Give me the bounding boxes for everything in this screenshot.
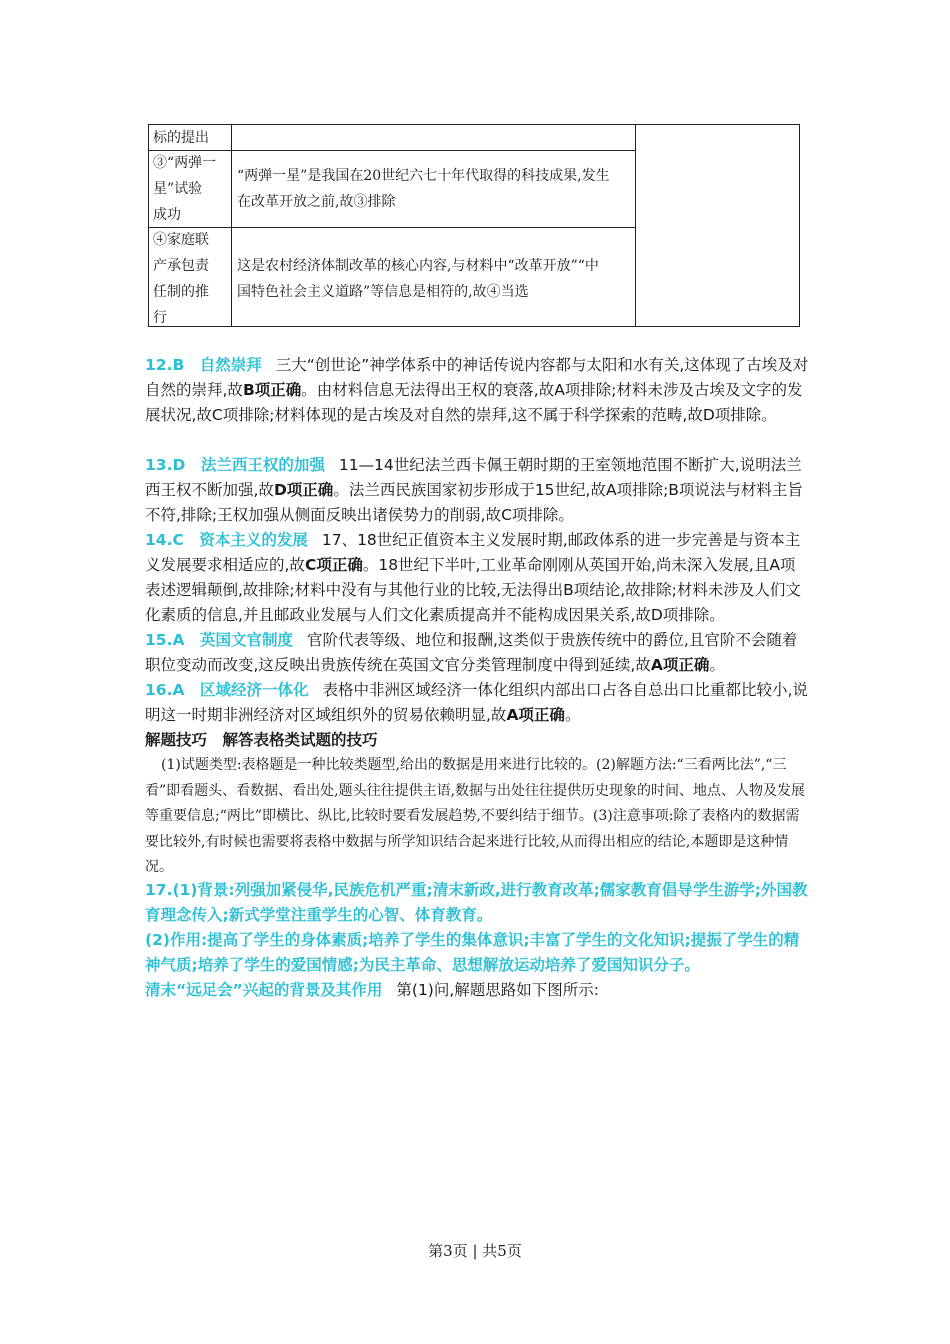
answer-16 <box>145 678 809 728</box>
answer-text: 。 <box>564 706 581 724</box>
answer-heading: 13.D 法兰西王权的加强 <box>145 456 325 474</box>
answer-text: 表格中非洲区域经济一体化组织内部出口占各自总出口比重都比较小,说明这一时期非洲经济对区域组织外的贸易依赖明显,故 <box>145 681 808 724</box>
answer-text: 。 <box>709 656 725 674</box>
answer-15 <box>145 628 809 678</box>
answer-keyword: A项正确 <box>506 706 565 724</box>
answer-14 <box>145 528 809 628</box>
table-cell-text: 这是农村经济体制改革的核心内容,与材料中“改革开放”“中 国特色社会主义道路”等信息是相符的,故④当选 <box>237 258 599 300</box>
answer-text: 。法兰西民族国家初步形成于15世纪,故A项排除;B项说法与材料主旨不符,排除;王权加强从侧面反映出诸侯势力的削弱,故C项排除。 <box>145 481 803 524</box>
answer-heading: 16.A 区域经济一体化 <box>145 681 309 699</box>
answer-text: 11—14世纪法兰西卡佩王朝时期的王室领地范围不断扩大,说明法兰西王权不断加强,故 <box>145 456 802 499</box>
answer-13 <box>145 453 809 528</box>
answer-text: 官阶代表等级、地位和报酬,这类似于贵族传统中的爵位,且官阶不会随着职位变动而改变,这反映出贵族传统在英国文官分类管理制度中得到延续,故 <box>145 631 798 674</box>
page-number: 第3页 | 共5页 <box>428 1242 522 1260</box>
answer-17-part2: (2)作用:提高了学生的身体素质;培养了学生的集体意识;丰富了学生的文化知识;提振了学生的精神气质;培养了学生的爱国情感;为民主革命、思想解放运动培养了爱国知识分子。 <box>145 931 800 974</box>
answer-12 <box>145 353 809 428</box>
table-cell-label: ③“两弹一 星”试验 成功 <box>153 155 217 223</box>
answer-text: 。18世纪下半叶,工业革命刚刚从英国开始,尚未深入发展,且A项表述逻辑颠倒,故排除;材料中没有与其他行业的比较,无法得出B项结论,故排除;材料未涉及人们文化素质的信息,并且邮政业发展与人们文化素质提高并不能构成因果关系,故D项排除。 <box>145 556 801 624</box>
answer-heading: 14.C 资本主义的发展 <box>145 531 308 549</box>
answer-17-analysis <box>145 978 809 1003</box>
answer-keyword: D项正确 <box>273 481 334 499</box>
analysis-text: 第(1)问,解题思路如下图所示: <box>396 981 599 999</box>
table-divider <box>231 125 232 326</box>
tips-body: (1)试题类型:表格题是一种比较类题型,给出的数据是用来进行比较的。(2)解题方法:“三看两比法”,“三看”即看题头、看数据、看出处,题头往往提供主语,数据与出处往往提供历史现象的时间、地点、人物及发展等重要信息;“两比”即横比、纵比,比较时要看发展趋势,不要纠结于细节。(3)注意事项:除了表格内的数据需要比较外,有时候也需要将表格中数据与所学知识结合起来进行比较,从而得出相应的结论,本题即是这种情况。 <box>145 757 806 875</box>
answer-17-part1: 17.(1)背景:列强加紧侵华,民族危机严重;清末新政,进行教育改革;儒家教育倡导学生游学;外国教育理念传入;新式学堂注重学生的心智、体育教育。 <box>145 881 808 924</box>
table-cell-label: 标的提出 <box>153 130 209 146</box>
answer-keyword: C项正确 <box>304 556 363 574</box>
table-cell-text: “两弹一星”是我国在20世纪六七十年代取得的科技成果,发生 在改革开放之前,故③排除 <box>237 168 610 210</box>
answer-keyword: A项正确 <box>650 656 710 674</box>
answer-heading: 12.B 自然崇拜 <box>145 356 262 374</box>
analysis-table <box>148 124 800 327</box>
table-divider <box>635 125 636 326</box>
analysis-heading: 清末“远足会”兴起的背景及其作用 <box>145 981 383 999</box>
tips-title: 解题技巧 解答表格类试题的技巧 <box>145 731 378 749</box>
answer-text: 。由材料信息无法得出王权的衰落,故A项排除;材料未涉及古埃及文字的发展状况,故C项排除;材料体现的是古埃及对自然的崇拜,这不属于科学探索的范畴,故D项排除。 <box>145 381 803 424</box>
answer-text: 17、18世纪正值资本主义发展时期,邮政体系的进一步完善是与资本主义发展要求相适应的,故 <box>145 531 801 574</box>
answer-keyword: B项正确 <box>242 381 302 399</box>
answer-text: 三大“创世论”神学体系中的神话传说内容都与太阳和水有关,这体现了古埃及对自然的崇拜,故 <box>145 356 809 399</box>
answer-heading: 15.A 英国文官制度 <box>145 631 293 649</box>
table-cell-label: ④家庭联 产承包责 任制的推 行 <box>153 232 209 326</box>
